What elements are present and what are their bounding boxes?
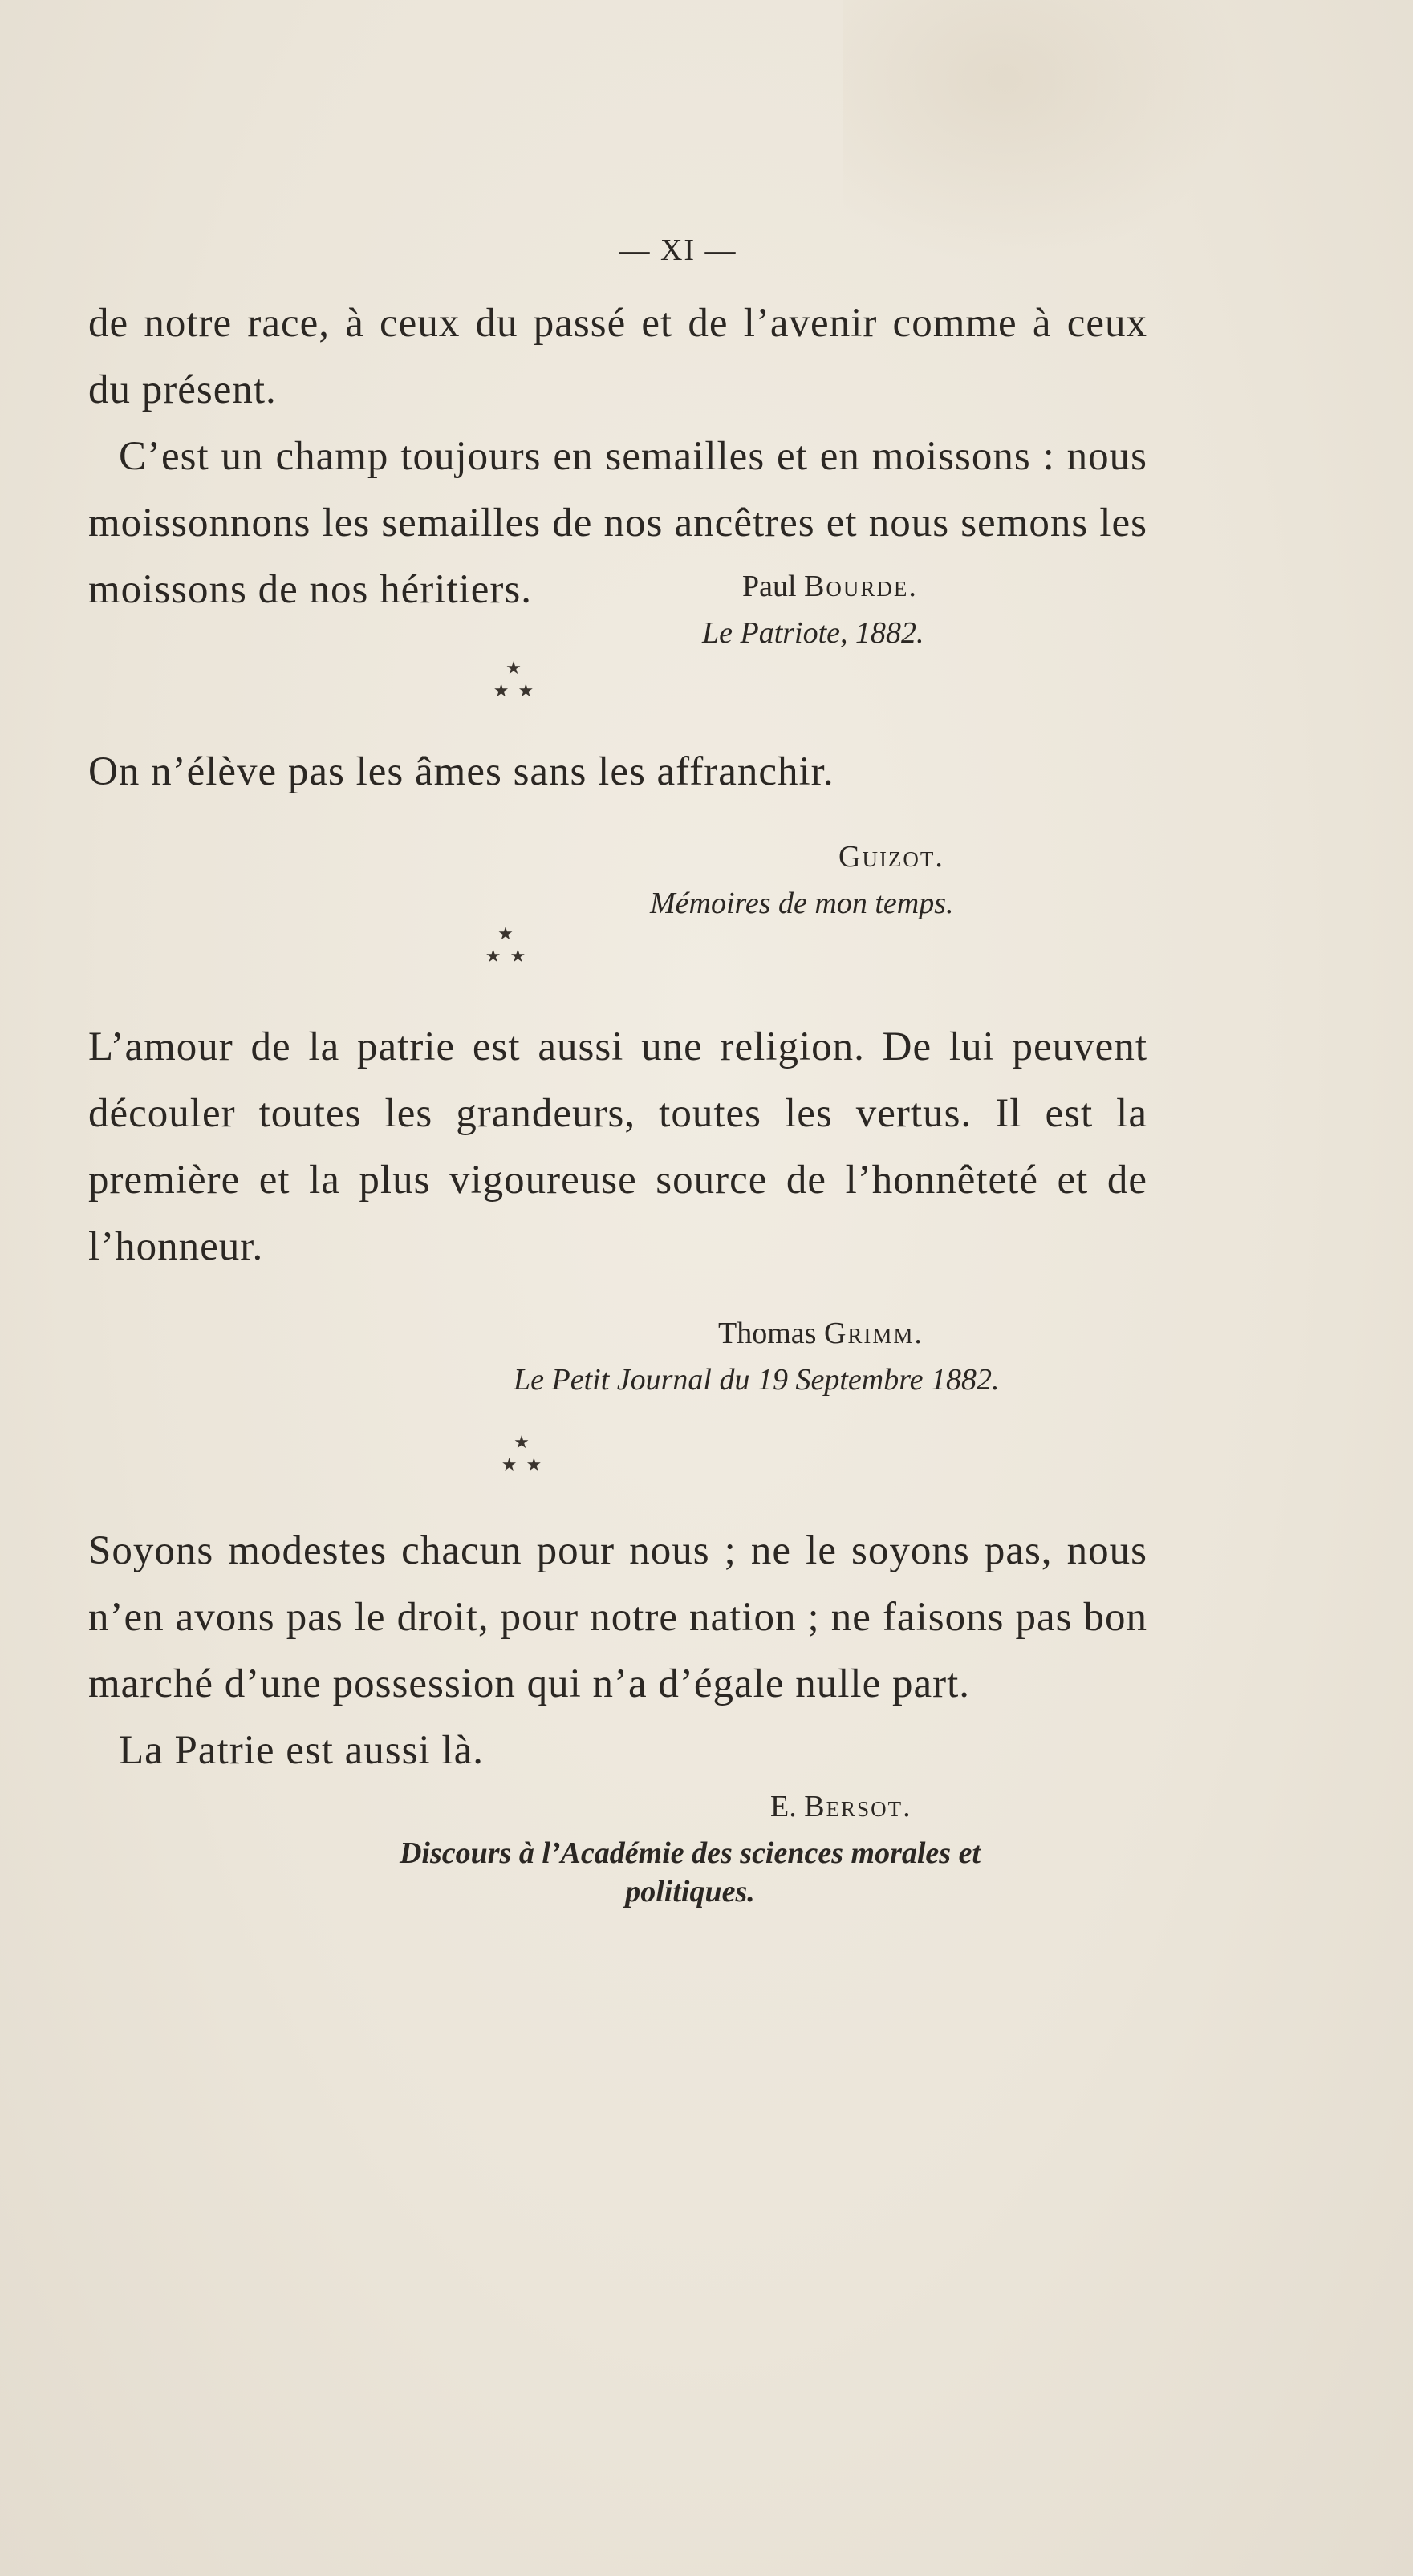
attribution-source: Discours à l’Académie des sciences morales et politiques. xyxy=(399,1836,981,1909)
attribution-source: Le Petit Journal du 19 Septembre 1882. xyxy=(514,1363,1000,1397)
paragraph: On n’élève pas les âmes sans les affranchir. xyxy=(88,749,834,794)
attribution-author xyxy=(770,1787,1147,1826)
attribution-source: Le Patriote, 1882. xyxy=(702,616,924,650)
page-number: — XI — xyxy=(619,233,737,267)
author-first: Thomas xyxy=(718,1316,817,1350)
attribution-author xyxy=(718,1314,1147,1353)
author-last: Guizot. xyxy=(838,840,944,874)
quote-section-1 xyxy=(88,290,1147,702)
attribution-source: Mémoires de mon temps. xyxy=(650,886,954,920)
separator-asterism: ★ ★ ★ xyxy=(493,658,534,700)
paragraph: La Patrie est aussi là. xyxy=(119,1728,484,1773)
page-content xyxy=(88,233,1147,1911)
quote-section-2 xyxy=(88,739,1147,968)
separator-asterism: ★ ★ ★ xyxy=(501,1432,542,1475)
paragraph: de notre race, à ceux du passé et de l’avenir comme à ceux du présent. xyxy=(88,301,1147,412)
attribution-author xyxy=(742,567,1147,606)
author-last: Bourde. xyxy=(804,570,918,603)
author-first: Paul xyxy=(742,570,797,603)
author-last: Bersot. xyxy=(804,1790,912,1823)
author-first: E. xyxy=(770,1790,797,1823)
paragraph: C’est un champ toujours en semailles et en moissons : nous moissonnons les semailles de nos ancêtres et nous semons les moissons de nos héritiers. xyxy=(88,434,1147,612)
separator-asterism: ★ ★ ★ xyxy=(485,923,526,966)
quote-section-3 xyxy=(88,1014,1147,1476)
paragraph: Soyons modestes chacun pour nous ; ne le soyons pas, nous n’en avons pas le droit, pour notre nation ; ne faisons pas bon marché d’une possession qui n’a d’égale nulle part. xyxy=(88,1528,1147,1706)
attribution-author xyxy=(838,838,1147,876)
quote-section-4 xyxy=(88,1518,1147,1911)
paragraph: L’amour de la patrie est aussi une religion. De lui peuvent découler toutes les grandeurs, toutes les vertus. Il est la première et la plus vigoureuse source de l’honnêteté et de l’honneur. xyxy=(88,1024,1147,1269)
paper-stain xyxy=(843,0,1244,265)
author-last: Grimm. xyxy=(823,1316,924,1350)
